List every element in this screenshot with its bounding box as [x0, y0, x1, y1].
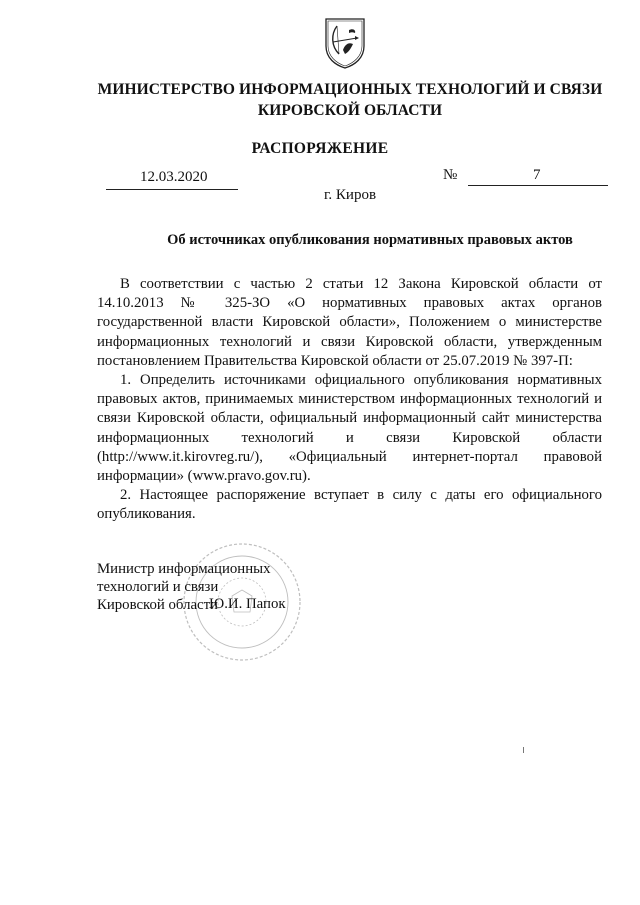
scan-artifact-mark — [523, 747, 524, 753]
body-item-2: 2. Настоящее распоряжение вступает в силу с даты его официального опубликования. — [97, 487, 602, 523]
document-number: 7 — [533, 167, 541, 183]
signer-name: Ю.И. Папок — [209, 596, 286, 612]
document-date: 12.03.2020 — [140, 169, 208, 185]
coat-of-arms-icon — [323, 16, 367, 70]
signer-title-line2: технологий и связи — [97, 579, 219, 595]
city: г. Киров — [323, 187, 377, 203]
signer-title-line1: Министр информационных — [97, 561, 271, 577]
signer-title-line3: Кировской области — [97, 597, 218, 613]
ministry-name-line2: КИРОВСКОЙ ОБЛАСТИ — [257, 102, 443, 119]
document-subject: Об источниках опубликования нормативных правовых актов — [167, 232, 573, 248]
number-underline — [468, 185, 608, 186]
number-sign: № — [443, 167, 458, 183]
document-type: РАСПОРЯЖЕНИЕ — [251, 140, 389, 157]
document-body — [97, 275, 602, 525]
body-intro-paragraph: В соответствии с частью 2 статьи 12 Закона Кировской области от 14.10.2013 № 325-ЗО «О нормативных правовых актах органов государственной власти Кировской области», Положением о министерстве информационных технологий и связи Кировской области, утвержденным постановлением Правительства Кировской области от 25.07.2019 № 397-П: — [97, 276, 602, 369]
ministry-name-line1: МИНИСТЕРСТВО ИНФОРМАЦИОННЫХ ТЕХНОЛОГИЙ И СВЯЗИ — [97, 81, 603, 98]
body-item-1: 1. Определить источниками официального опубликования нормативных правовых актов, принимаемых министерством информационных технологий и связи Кировской области, официальный информационный сайт министерства информационных технологий и связи Кировской области (http://www.it.kirovreg.ru/), «Официальный интернет-портал правовой информации» (www.pravo.gov.ru). — [97, 372, 602, 485]
